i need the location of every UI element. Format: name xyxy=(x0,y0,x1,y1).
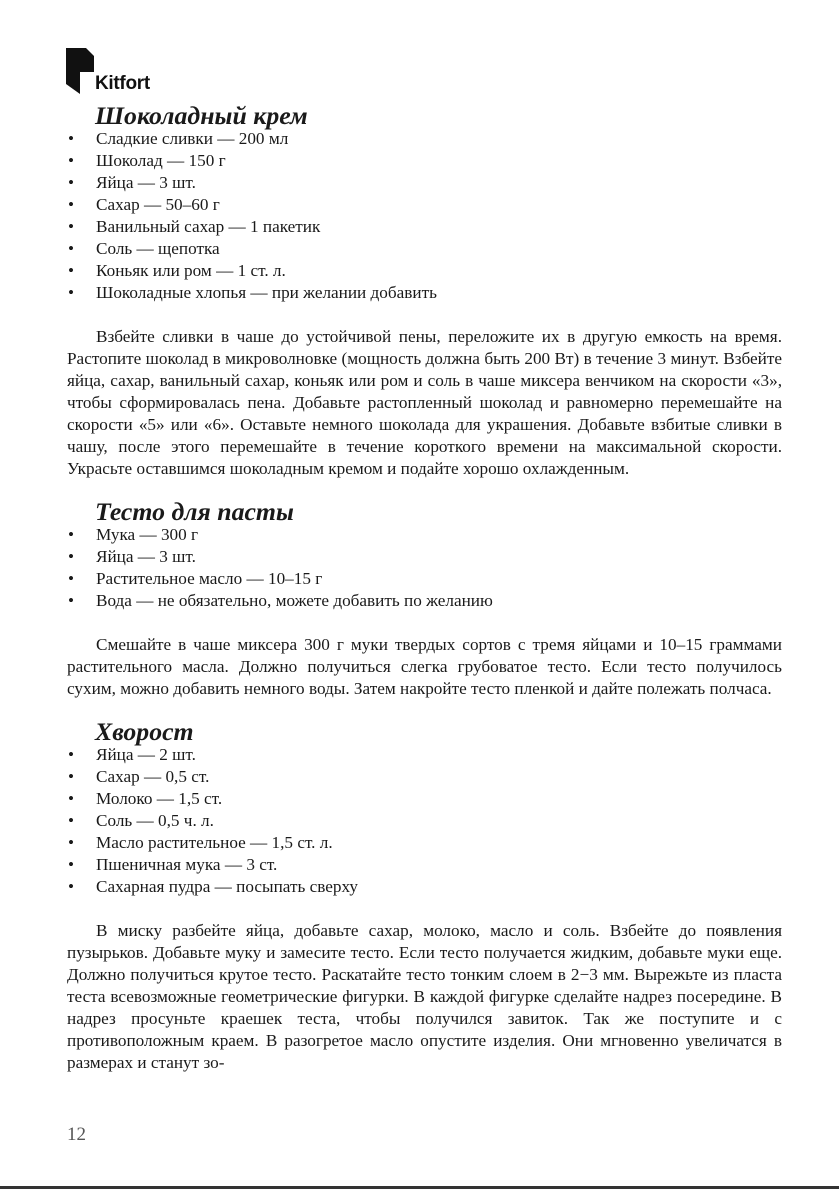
ingredient-item: • Ванильный сахар — 1 пакетик xyxy=(67,216,782,238)
ingredient-item: • Соль — щепотка xyxy=(67,238,782,260)
recipe-instructions: В миску разбейте яйца, добавьте сахар, молоко, масло и соль. Взбейте до появления пузырьков. Добавьте муку и замесите тесто. Если тесто получается жидким, добавьте муки еще. Должно получиться крутое тесто. Раскатайте тесто тонким слоем в 2−3 мм. Вырежьте из пласта теста всевозможные геометрические фигурки. В каждой фигурке сделайте надрез посередине. В надрез просуньте краешек теста, чтобы получился завиток. Так же поступите и с противоположным краем. В разогретое масло опустите изделия. Они мгновенно увеличатся в размерах и станут зо- xyxy=(67,921,782,1072)
ingredient-item: • Сахарная пудра — посыпать сверху xyxy=(67,876,782,898)
ingredient-item: • Шоколад — 150 г xyxy=(67,150,782,172)
ingredient-list xyxy=(67,128,782,304)
ingredient-item: • Соль — 0,5 ч. л. xyxy=(67,810,782,832)
recipe-khvorost xyxy=(67,717,782,1074)
brand-name: Kitfort xyxy=(95,73,150,94)
recipe-instructions: Смешайте в чаше миксера 300 г муки твердых сортов с тремя яйцами и 10–15 граммами растительного масла. Должно получиться слегка грубоватое тесто. Если тесто получилось сухим, можно добавить немного воды. Затем накройте тесто пленкой и дайте полежать полчаса. xyxy=(67,635,782,698)
ingredient-item: • Мука — 300 г xyxy=(67,524,782,546)
recipe-chocolate-cream xyxy=(67,101,782,500)
recipe-title: Шоколадный крем xyxy=(95,101,308,130)
recipe-instructions: Взбейте сливки в чаше до устойчивой пены, переложите их в другую емкость на время. Растопите шоколад в микроволновке (мощность должна быть 200 Вт) в течение 3 минут. Взбейте яйца, сахар, ванильный сахар, коньяк или ром и соль в чаше миксера венчиком на скорости «3», чтобы сформировалась пена. Добавьте растопленный шоколад и равномерно перемешайте на скорости «5» или «6». Оставьте немного шоколада для украшения. Добавьте взбитые сливки в чашу, после этого перемешайте в течение короткого времени на максимальной скорости. Украсьте оставшимся шоколадным кремом и подайте хорошо охлажденным. xyxy=(67,327,782,478)
recipe-title: Хворост xyxy=(95,717,194,746)
ingredient-item: • Яйца — 3 шт. xyxy=(67,546,782,568)
ingredient-item: • Сахар — 0,5 ст. xyxy=(67,766,782,788)
ingredient-item: • Яйца — 2 шт. xyxy=(67,744,782,766)
ingredient-item: • Растительное масло — 10–15 г xyxy=(67,568,782,590)
ingredient-list xyxy=(67,744,782,898)
ingredient-item: • Шоколадные хлопья — при желании добавить xyxy=(67,282,782,304)
ingredient-item: • Молоко — 1,5 ст. xyxy=(67,788,782,810)
ingredient-item: • Коньяк или ром — 1 ст. л. xyxy=(67,260,782,282)
ingredient-item: • Яйца — 3 шт. xyxy=(67,172,782,194)
recipe-title: Тесто для пасты xyxy=(95,497,294,526)
ingredient-item: • Масло растительное — 1,5 ст. л. xyxy=(67,832,782,854)
kitfort-logo-icon xyxy=(66,48,94,94)
ingredient-item: • Пшеничная мука — 3 ст. xyxy=(67,854,782,876)
ingredient-item: • Вода — не обязательно, можете добавить по желанию xyxy=(67,590,782,612)
ingredient-list xyxy=(67,524,782,612)
ingredient-item: • Сахар — 50–60 г xyxy=(67,194,782,216)
page-content xyxy=(67,101,782,1074)
page-number: 12 xyxy=(67,1124,86,1145)
brand-logo xyxy=(66,48,166,100)
ingredient-item: • Сладкие сливки — 200 мл xyxy=(67,128,782,150)
recipe-pasta-dough xyxy=(67,497,782,720)
